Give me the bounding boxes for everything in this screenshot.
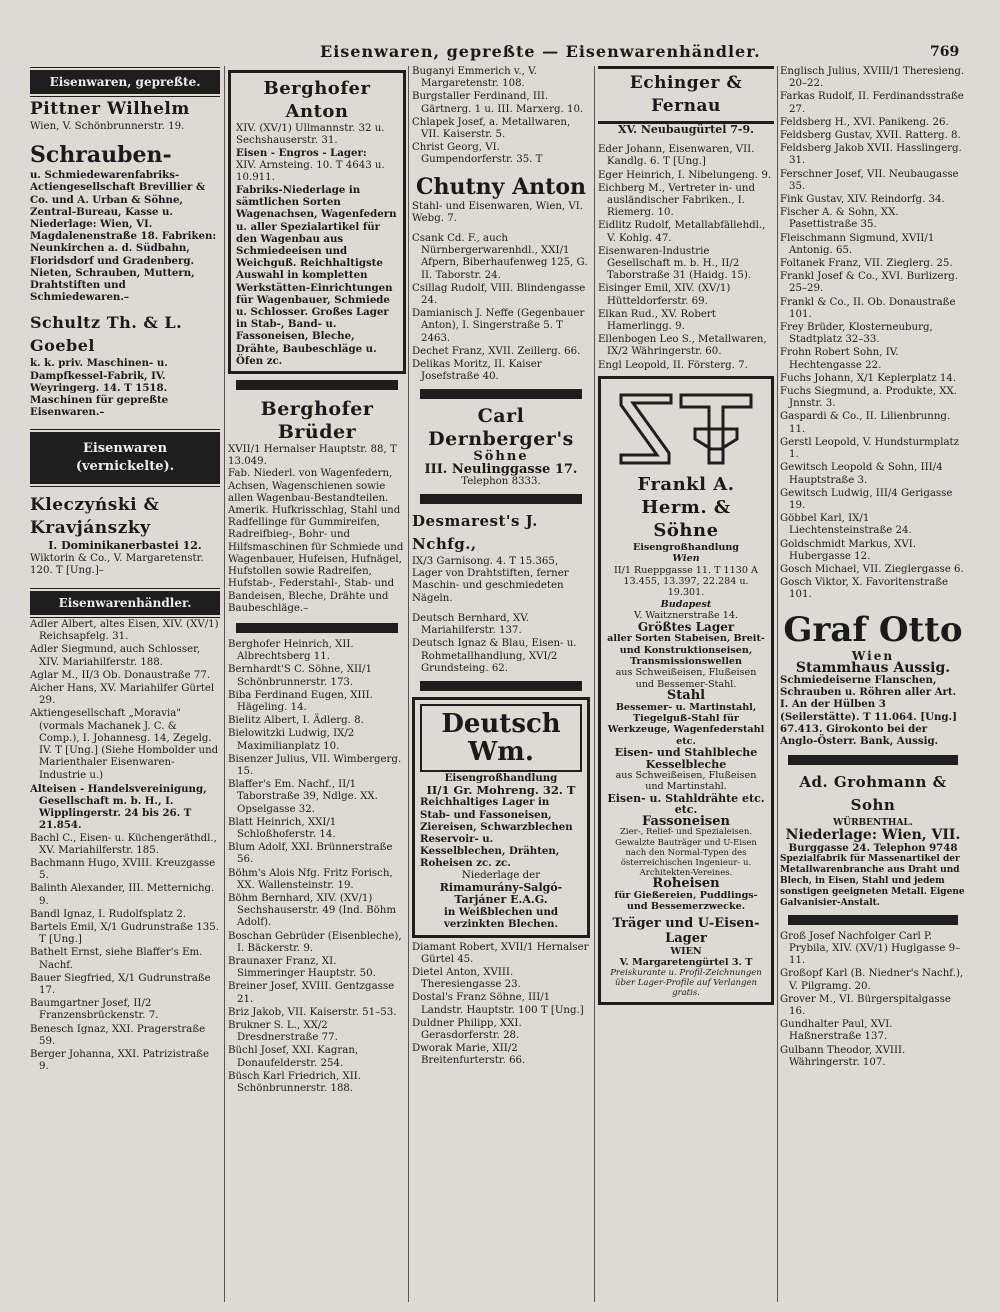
ad-text: Wiktorin & Co., V. Margaretenstr. 120. T [Ung.]–	[30, 552, 204, 576]
ad-city: Budapest	[660, 598, 712, 610]
advertisement	[228, 70, 406, 374]
ad-text: Niederlage der	[461, 869, 541, 881]
list-item: Bielowitzki Ludwig, IX/2 Maximilianplatz 10.	[228, 728, 355, 752]
list-item: Gosch Michael, VII. Zieglergasse 6.	[780, 563, 964, 575]
list-item: Biba Ferdinand Eugen, XIII. Hägeling. 14.	[228, 689, 373, 713]
ad-address: II/1 Rueppgasse 11. T 1130 A 13.455, 13.397, 22.284 u. 19.301.	[614, 564, 758, 599]
list-item: Baumgartner Josef, II/2 Franzensbrückenstr. 7.	[30, 998, 159, 1022]
list-item: Deutsch Ignaz & Blau, Eisen- u. Rohmetallhandlung, XVI/2 Grundsteing. 62.	[412, 638, 577, 674]
divider-bar	[236, 623, 398, 633]
company-logo	[611, 389, 761, 469]
ad-address: II/1 Gr. Mohreng. 32. T	[426, 783, 576, 798]
advertisement	[412, 697, 590, 938]
ad-subtitle: Söhne	[473, 449, 529, 465]
list-item: Boschan Gebrüder (Eisenbleche), I. Bäckerstr. 9.	[228, 930, 402, 954]
ad-heading: Niederlage: Wien, VII.	[785, 827, 961, 844]
list-item: Eisinger Emil, XIV. (XV/1) Hütteldorferstr. 69.	[598, 283, 731, 307]
ad-address: Burggasse 24. Telephon 9748	[788, 841, 958, 854]
ad-name: Ad. Grohmann & Sohn	[799, 773, 947, 815]
list-item: Chlapek Josef, a. Metallwaren, VII. Kaiserstr. 5.	[412, 116, 571, 141]
list-item: Dietel Anton, XVIII. Theresiengasse 23.	[412, 966, 521, 991]
ad-heading: Stahl	[666, 688, 706, 704]
list-item: Bartels Emil, X/1 Gudrunstraße 135. T [Ung.]	[30, 921, 220, 946]
list-item: Aktiengesellschaft „Moravia" (vormals Machanek J. C. & Comp.), I. Johannesg. 14, Zegelg. IV. T [Ung.] (Siehe Hombolder und Marienthaler Eisenwaren-Industrie u.)	[30, 708, 219, 781]
ad-text: Bessemer- u. Martinstahl, Tiegelguß-Stahl für Werkzeuge, Wagenfederstahl etc.	[607, 701, 765, 747]
ad-heading: Größtes Lager	[637, 619, 735, 634]
list-item: Grover M., VI. Bürgerspitalgasse 16.	[780, 993, 951, 1017]
ad-heading: Kesselbleche	[645, 757, 727, 771]
list-item: Farkas Rudolf, II. Ferdinandsstraße 27.	[780, 91, 964, 115]
ad-name: Frankl A. Herm. & Söhne	[637, 473, 735, 541]
ad-text: Fabriks-Niederlage in sämtlichen Sorten Wagenachsen, Wagenfedern u. aller Spezialartikel für den Wagenbau aus Schmiedeeisen und Weichguß. Reichhaltigste Auswahl in kompletten Werkstätten-Einrichtungen für Wagenbauer, Schmiede u. Schlosser. Großes Lager in Stab-, Band- u. Fassoneisen, Bleche, Drähte, Baubeschläge u. Öfen zc.	[236, 184, 397, 367]
list-item: Gundhalter Paul, XVI. Haßnerstraße 137.	[780, 1019, 893, 1043]
ad-address: XIV. Arnsteing. 10. T 4643 u. 10.911.	[236, 159, 385, 183]
divider-bar	[788, 915, 958, 925]
ad-text: Zier-, Relief- und Spezialeisen.	[620, 827, 752, 838]
section-heading: Eisenwaren, gepreßte.	[30, 70, 220, 94]
ad-text: für Gießereien, Puddlings- und Bessemerzwecke.	[614, 889, 758, 913]
ad-address: III. Neulinggasse 17.	[424, 461, 578, 477]
list-item: Aicher Hans, XV. Mariahilfer Gürtel 29.	[30, 683, 215, 707]
column-5	[780, 66, 966, 1302]
list-item: Engl Leopold, II. Försterg. 7.	[598, 359, 748, 371]
list-item: Frohn Robert Sohn, IV. Hechtengasse 22.	[780, 347, 899, 371]
list-item: Alteisen - Handelsvereinigung, Gesellschaft m. b. H., I. Wipplingerstr. 24 bis 26. T 21.854.	[30, 782, 207, 832]
ad-address: XIV. (XV/1) Ullmannstr. 32 u. Sechshauserstr. 31.	[236, 123, 385, 147]
ad-address: XV. Neubaugürtel 7-9.	[618, 123, 754, 136]
ad-address: Wien, V. Schönbrunnerstr. 19.	[30, 121, 185, 132]
list-item: Aglar M., II/3 Ob. Donaustraße 77.	[30, 669, 211, 681]
ad-city: Wien	[851, 648, 895, 663]
list-item: Damianisch J. Neffe (Gegenbauer Anton), I. Singerstraße 5. T 2463.	[412, 308, 585, 344]
column-1	[30, 66, 220, 1302]
ad-name: Pittner Wilhelm	[30, 99, 190, 119]
section-heading: Eisenwarenhändler.	[30, 591, 220, 615]
list-item: Fuchs Siegmund, a. Produkte, XX. Jnnstr. 3.	[780, 386, 957, 410]
list-item: Breiner Josef, XVIII. Gentzgasse 21.	[228, 981, 395, 1005]
section-heading: Eisenwaren (vernickelte).	[30, 432, 220, 484]
ad-address: I. Dominikanerbastei 12.	[48, 539, 202, 553]
divider-bar	[420, 494, 582, 504]
list-item: Fink Gustav, XIV. Reindorfg. 34.	[780, 194, 945, 206]
list-item: Fischer A. & Sohn, XX. Pasettistraße 35.	[780, 207, 899, 231]
ad-subtitle: Stammhaus Aussig.	[795, 659, 951, 676]
list-item: Eidlitz Rudolf, Metallabfällehdl., V. Kohlg. 47.	[598, 220, 766, 244]
page-number: 769	[930, 44, 960, 60]
ad-name: Carl Dernberger's	[428, 405, 574, 451]
list-item: Foltanek Franz, VII. Zieglerg. 25.	[780, 258, 953, 270]
divider-bar	[236, 380, 398, 390]
ad-name: Desmarest's J. Nchfg.,	[412, 512, 538, 554]
list-item: Burgstaller Ferdinand, III. Gärtnerg. 1 u. III. Marxerg. 10.	[412, 91, 584, 115]
column-4	[598, 66, 774, 1302]
list-item: Dostal's Franz Söhne, III/1 Landstr. Hauptstr. 100 T [Ung.]	[412, 992, 584, 1016]
list-item: Göbbel Karl, IX/1 Liechtensteinstraße 24.	[780, 513, 912, 537]
page-header	[0, 42, 1000, 66]
list-item: Delikas Moritz, II. Kaiser Josefstraße 40.	[412, 359, 542, 383]
ad-text: Stahl- und Eisenwaren, Wien, VI. Webg. 7.	[412, 200, 584, 224]
list-item: Goldschmidt Markus, XVI. Hubergasse 12.	[780, 538, 917, 562]
ad-heading: Fassoneisen	[642, 813, 730, 829]
ad-address: V. Waitznerstraße 14.	[634, 610, 738, 622]
list-item: Bisenzer Julius, VII. Wimbergerg. 15.	[228, 753, 402, 777]
list-item: Gulbann Theodor, XVIII. Währingerstr. 107.	[780, 1044, 906, 1068]
list-item: Bernhardt'S C. Söhne, XII/1 Schönbrunnerstr. 173.	[228, 664, 372, 688]
ad-text: k. k. priv. Maschinen- u. Dampfkessel-Fabrik, IV. Weyringerg. 14. T 1518. Maschinen für gepreßte Eisenwaren.–	[30, 357, 169, 419]
column-2	[228, 66, 406, 1302]
ad-heading: Träger und U-Eisen-Lager	[612, 915, 760, 946]
page-title: Eisenwaren, gepreßte — Eisenwarenhändler.	[320, 42, 761, 61]
ad-phone: Telephon 8333.	[461, 475, 541, 487]
ad-heading: Eisen- und Stahlbleche	[614, 746, 758, 760]
list-item: Blum Adolf, XXI. Brünnerstraße 56.	[228, 842, 393, 866]
list-item: Bandl Ignaz, I. Rudolfsplatz 2.	[30, 908, 187, 920]
list-item: Bauer Siegfried, X/1 Gudrunstraße 17.	[30, 972, 211, 996]
ad-text: Fab. Niederl. von Wagenfedern, Achsen, Wagenschienen sowie allen Wagenbau-Bestandteilen. Amerik. Hufkrisschlag, Stahl und Radfellinge für Gummireifen, Radreifbieg-, Bohr- und Hilfsmaschinen für Schmiede und Wagenbauer, Hufeisen, Hufnägel, Hufstollen sowie Radreifen, Hufstab-, Federstahl-, Stab- und Bandeisen, Bleche, Drähte und Baubeschläge.–	[228, 468, 404, 614]
ad-text: Reichhaltiges Lager in Stab- und Fassoneisen, Ziereisen, Schwarzblechen Reservoir- u. Kesselblechen, Drähten, Roheisen zc. zc.	[420, 796, 573, 870]
ad-heading: Roheisen	[652, 876, 720, 892]
list-item: Brukner S. L., XX/2 Dresdnerstraße 77.	[228, 1020, 338, 1044]
list-item: Bielitz Albert, I. Ädlerg. 8.	[228, 715, 364, 727]
list-item: Fuchs Johann, X/1 Keplerplatz 14.	[780, 372, 957, 384]
list-item: Eisenwaren-Industrie Gesellschaft m. b. H., II/2 Taborstraße 31 (Haidg. 15).	[598, 245, 752, 282]
list-item: Bachl C., Eisen- u. Küchengeräthdl., XV. Mariahilferstr. 185.	[30, 832, 217, 856]
ad-heading: Eisen - Engros - Lager:	[236, 147, 367, 160]
ad-text: aller Sorten Stabeisen, Breit- und Konstruktionseisen, Transmissionswellen	[607, 633, 765, 667]
column-divider	[224, 66, 225, 1302]
list-item: Böhm Bernhard, XIV. (XV/1) Sechshauserstr. 49 (Ind. Böhm Adolf).	[228, 892, 396, 929]
list-item: Frankl & Co., II. Ob. Donaustraße 101.	[780, 296, 956, 320]
list-item: Diamant Robert, XVII/1 Hernalser Gürtel 45.	[412, 941, 589, 965]
list-item: Feldsberg H., XVI. Panikeng. 26.	[780, 116, 949, 128]
ad-text: Spezialfabrik für Massenartikel der Metallwarenbranche aus Draht und Blech, in Eisen, Stahl und jedem sonstigen geeigneten Metall. Eigene Galvanisier-Anstalt.	[780, 853, 965, 908]
ad-text: IX/3 Garnisong. 4. T 15.365, Lager von Drahtstiften, ferner Maschin- und geschmiedeten Nägeln.	[412, 556, 569, 604]
list-item: Blatt Heinrich, XXI/1 Schloßhoferstr. 14.	[228, 816, 337, 840]
list-item: Eichberg M., Vertreter in- und ausländischer Fabriken., I. Riemerg. 10.	[598, 182, 755, 219]
list-item: Dechet Franz, XVII. Zeillerg. 66.	[412, 345, 581, 357]
ad-name: Berghofer Brüder	[260, 398, 374, 444]
list-item: Gosch Viktor, X. Favoritenstraße 101.	[780, 577, 949, 601]
list-item: Feldsberg Jakob XVII. Hasslingerg. 31.	[780, 143, 962, 167]
ad-subtitle: Eisengroßhandlung	[632, 541, 740, 553]
ad-text: u. Schmiedewarenfabriks-Actiengesellschaft Brevillier & Co. und A. Urban & Söhne, Zentral-Bureau, Kasse u. Niederlage: Wien, VI. Magdalenenstraße 18. Fabriken: Neunkirchen a. d. Südbahn, Floridsdorf und Gradenberg. Nieten, Schrauben, Muttern, Drahtstiften und Schmiedewaren.–	[30, 169, 217, 304]
ad-text: Preiskurante u. Profil-Zeichnungen über Lager-Profile auf Verlangen gratis.	[610, 968, 762, 999]
divider-bar	[788, 755, 958, 765]
list-item: Bathelt Ernst, siehe Blaffer's Em. Nachf.	[30, 947, 203, 971]
ad-text: Rimamurány-Salgó-Tarjáner E.A.G.	[439, 880, 563, 906]
list-item: Dworak Marie, XII/2 Breitenfurterstr. 66.	[412, 1043, 526, 1067]
ad-text: Schmiedeiserne Flanschen, Schrauben u. Röhren aller Art. I. An der Hülben 3 (Seilerstätte). T 11.064. [Ung.] 67.413. Girokonto bei der Anglo-Österr. Bank, Aussig.	[780, 673, 957, 747]
ad-address: V. Margaretengürtel 3. T	[619, 957, 753, 969]
list-item: Ellenbogen Leo S., Metallwaren, IX/2 Währingerstr. 60.	[598, 334, 767, 358]
ad-city: WIEN	[670, 945, 702, 957]
list-item: Adler Albert, altes Eisen, XIV. (XV/1) Reichsapfelg. 31.	[30, 619, 219, 643]
list-item: Deutsch Bernhard, XV. Mariahilferstr. 137.	[412, 612, 530, 637]
ad-text: Gewalzte Bauträger und U-Eisen nach den Normal-Typen des österreichischen Ingenieur- u. Architekten-Vereines.	[615, 838, 757, 879]
list-item: Csillag Rudolf, VIII. Blindengasse 24.	[412, 282, 586, 307]
list-item: Großopf Karl (B. Niedner's Nachf.), V. Pilgramg. 20.	[780, 968, 964, 992]
list-item: Groß Josef Nachfolger Carl P. Prybila, XIV. (XV/1) Huglgasse 9–11.	[780, 930, 961, 967]
ad-name: Chutny Anton	[416, 173, 586, 200]
ad-text: aus Schweißeisen, Flußeisen und Bessemer-Stahl.	[615, 667, 757, 690]
list-item: Büsch Karl Friedrich, XII. Schönbrunnerstr. 188.	[228, 1070, 361, 1095]
ad-city: WÜRBENTHAL.	[833, 818, 913, 829]
list-item: Gerstl Leopold, V. Hundsturmplatz 1.	[780, 436, 960, 461]
list-item: Csank Cd. F., auch Nürnbergerwarenhdl., XXI/1 Afpern, Biberhaufenweg 125, G. II. Taborstr. 24.	[412, 233, 588, 281]
list-item: Christ Georg, VI. Gumpendorferstr. 35. T	[412, 142, 543, 166]
ad-heading: Eisen- u. Stahldrähte etc. etc.	[607, 791, 765, 817]
list-item: Elkan Rud., XV. Robert Hamerlingg. 9.	[598, 308, 716, 333]
list-item: Adler Siegmund, auch Schlosser, XIV. Mariahilferstr. 188.	[30, 644, 201, 668]
list-item: Berghofer Heinrich, XII. Albrechtsberg 11.	[228, 638, 354, 663]
list-item: Buganyi Emmerich v., V. Margaretenstr. 108.	[412, 66, 537, 90]
ad-name: Berghofer Anton	[263, 78, 371, 122]
list-item: Briz Jakob, VII. Kaiserstr. 51–53.	[228, 1006, 397, 1018]
list-item: Benesch Ignaz, XXI. Pragerstraße 59.	[30, 1023, 206, 1047]
ad-name: Deutsch Wm.	[420, 704, 582, 772]
column-divider	[408, 66, 409, 1302]
ad-name: Schultz Th. & L. Goebel	[30, 313, 183, 356]
list-item: Fleischmann Sigmund, XVII/1 Antonig. 65.	[780, 232, 935, 256]
list-item: Gewitsch Leopold & Sohn, III/4 Hauptstraße 3.	[780, 462, 943, 486]
list-item: Englisch Julius, XVIII/1 Theresieng. 20–22.	[780, 66, 965, 90]
ad-text: aus Schweißeisen, Flußeisen und Martinstahl.	[615, 769, 757, 793]
list-item: Böhm's Alois Nfg. Fritz Forisch, XX. Wallensteinstr. 19.	[228, 867, 393, 891]
ad-name: Schrauben-	[30, 142, 172, 169]
column-divider	[594, 66, 595, 1302]
list-item: Frankl Josef & Co., XVI. Burlizerg. 25–29.	[780, 271, 959, 295]
list-item: Blaffer's Em. Nachf., II/1 Taborstraße 39, Ndlge. XX. Opselgasse 32.	[228, 779, 378, 815]
ad-address: XVII/1 Hernalser Hauptstr. 88, T 13.049.	[228, 444, 397, 468]
column-divider	[777, 66, 778, 1302]
divider-bar	[420, 389, 582, 399]
list-item: Gaspardi & Co., II. Lilienbrunng. 11.	[780, 411, 951, 435]
list-item: Duldner Philipp, XXI. Gerasdorferstr. 28.	[412, 1017, 522, 1041]
list-item: Gewitsch Ludwig, III/4 Gerigasse 19.	[780, 487, 953, 511]
ad-name: Kleczyński & Kravjánszky	[30, 495, 160, 539]
divider-bar	[420, 681, 582, 691]
column-3	[412, 66, 590, 1302]
list-item: Büchl Josef, XXI. Kagran, Donaufelderstr. 254.	[228, 1045, 359, 1069]
list-item: Ferschner Josef, VII. Neubaugasse 35.	[780, 168, 959, 192]
ad-city: Wien	[672, 553, 700, 565]
ad-name: Graf Otto	[783, 609, 963, 650]
advertisement	[598, 376, 774, 1006]
list-item: Frey Brüder, Klosterneuburg, Stadtplatz 32–33.	[780, 322, 933, 346]
ad-text: in Weißblechen und verzinkten Blechen.	[443, 906, 559, 931]
list-item: Bachmann Hugo, XVIII. Kreuzgasse 5.	[30, 857, 216, 882]
list-item: Balinth Alexander, III. Metternichg. 9.	[30, 883, 215, 907]
list-item: Eger Heinrich, I. Nibelungeng. 9.	[598, 169, 772, 181]
ad-subtitle: Eisengroßhandlung	[444, 771, 558, 784]
list-item: Eder Johann, Eisenwaren, VII. Kandlg. 6. T [Ung.]	[598, 144, 755, 168]
list-item: Feldsberg Gustav, XVII. Ratterg. 8.	[780, 130, 961, 142]
ad-name: Echinger & Fernau	[598, 66, 774, 124]
list-item: Braunaxer Franz, XI. Simmeringer Hauptstr. 50.	[228, 955, 376, 980]
list-item: Berger Johanna, XXI. Patrizistraße 9.	[30, 1048, 209, 1073]
